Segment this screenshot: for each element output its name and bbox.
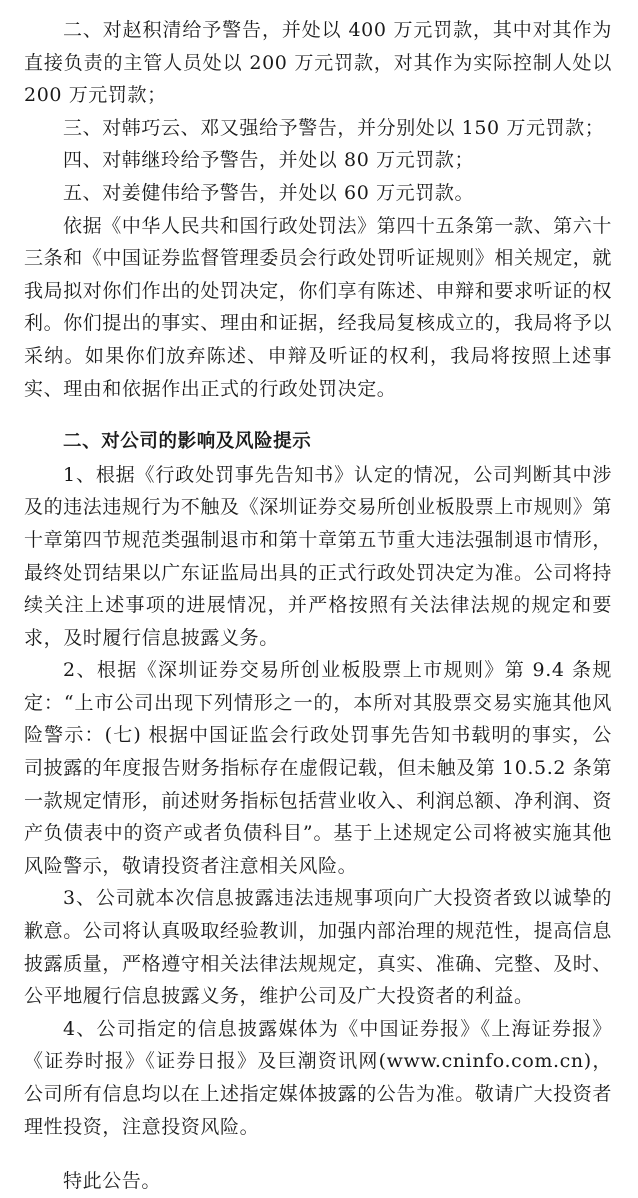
closing-statement: 特此公告。 (63, 1170, 162, 1193)
penalty-item-5: 五、对姜健伟给予警告，并处以 60 万元罚款。 (63, 181, 475, 204)
risk-item-1: 1、根据《行政处罚事先告知书》认定的情况，公司判断其中涉及的违法违规行为不触及《深圳证券交易所创业板股票上市规则》第十章第四节规范类强制退市和第十章第五节重大违法强制退市情形，最终处罚结果以广东证监局出具的正式行政处罚决定为准。公司将持续关注上述事项的进展情况，并严格按照有关法律法规的规定和要求，及时履行信息披露义务。 (24, 463, 613, 649)
risk-item-2: 2、根据《深圳证券交易所创业板股票上市规则》第 9.4 条规定：“上市公司出现下列情形之一的，本所对其股票交易实施其他风险警示：(七) 根据中国证监会行政处罚事先告知书载明的事实，公司披露的年度报告财务指标存在虚假记载，但未触及第 10.5.2 条第一款规定情形，前述财务指标包括营业收入、利润总额、净利润、资产负债表中的资产或者负债科目”。基于上述规定公司将被实施其他风险警示，敬请投资者注意相关风险。 (24, 659, 613, 877)
announcement-document (24, 14, 612, 1198)
penalty-item-3: 三、对韩巧云、邓又强给予警告，并分别处以 150 万元罚款； (63, 116, 605, 139)
penalty-item-2: 二、对赵积清给予警告，并处以 400 万元罚款，其中对其作为直接负责的主管人员处以 200 万元罚款，对其作为实际控制人处以 200 万元罚款； (24, 19, 612, 107)
penalty-item-4: 四、对韩继玲给予警告，并处以 80 万元罚款； (63, 149, 475, 172)
risk-item-4: 4、公司指定的信息披露媒体为《中国证券报》《上海证券报》《证券时报》《证券日报》及巨潮资讯网(www.cninfo.com.cn)，公司所有信息均以在上述指定媒体披露的公告为准。敬请广大投资者理性投资，注意投资风险。 (24, 1017, 613, 1138)
legal-basis-paragraph: 依据《中华人民共和国行政处罚法》第四十五条第一款、第六十三条和《中国证券监督管理委员会行政处罚听证规则》相关规定，就我局拟对你们作出的处罚决定，你们享有陈述、申辩和要求听证的权利。你们提出的事实、理由和证据，经我局复核成立的，我局将予以采纳。如果你们放弃陈述、申辩及听证的权利，我局将按照上述事实、理由和依据作出正式的行政处罚决定。 (24, 214, 613, 400)
risk-item-3: 3、公司就本次信息披露违法违规事项向广大投资者致以诚挚的歉意。公司将认真吸取经验教训，加强内部治理的规范性，提高信息披露质量，严格遵守相关法律法规规定，真实、准确、完整、及时、公平地履行信息披露义务，维护公司及广大投资者的利益。 (24, 887, 613, 1008)
section-heading: 二、对公司的影响及风险提示 (63, 431, 312, 453)
